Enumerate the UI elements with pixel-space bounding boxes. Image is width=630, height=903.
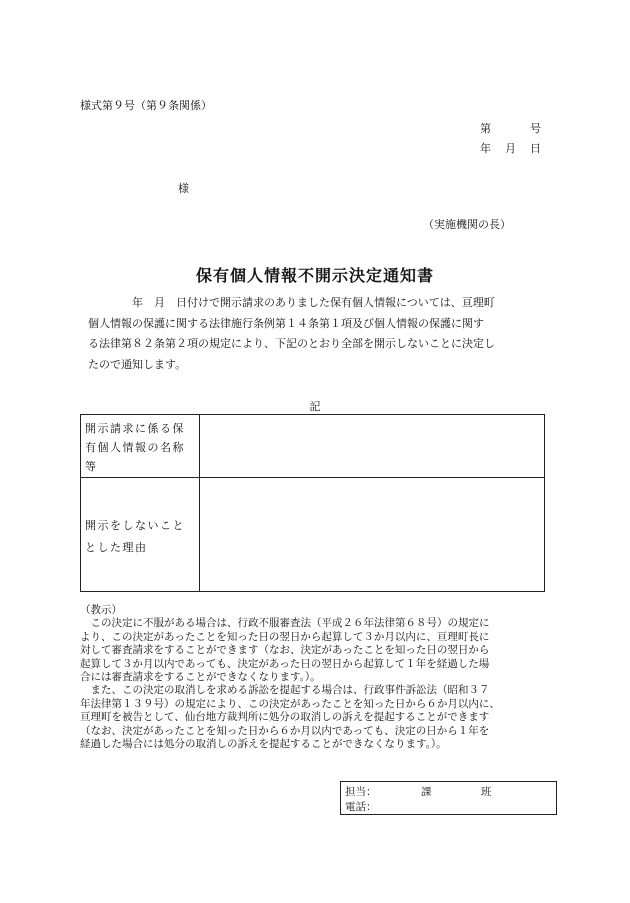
notice-line: また、この決定の取消しを求める訴訟を提起する場合は、行政事件訴訟法（昭和３７ xyxy=(80,684,490,697)
body-line: 年 月 日付けで開示請求のありました保有個人情報については、亘理町 xyxy=(88,296,495,309)
notice-line: より、この決定があったことを知った日の翌日から起算して３か月以内に、亘理町長に xyxy=(80,630,490,643)
table-column-divider xyxy=(199,415,200,591)
date-year: 年 xyxy=(480,142,491,155)
body-line: 個人情報の保護に関する法律施行条例第１４条第１項及び個人情報の保護に関す xyxy=(88,316,484,330)
notice-line: この決定に不服がある場合は、行政不服審査法（平成２６年法律第６８号）の規定に xyxy=(80,617,490,630)
reason-label: 開示をしないこととした理由 xyxy=(85,519,185,554)
body-line: たので通知します。 xyxy=(88,357,187,371)
number-suffix: 号 xyxy=(530,122,541,135)
team-label: 班 xyxy=(481,786,492,798)
contact-box xyxy=(340,781,557,815)
document-title: 保有個人情報不開示決定通知書 xyxy=(195,266,434,285)
addressee-suffix: 様 xyxy=(178,182,189,195)
body-paragraph xyxy=(88,293,552,375)
appeal-notice xyxy=(80,604,555,751)
date-day: 日 xyxy=(530,142,541,155)
notice-line: （教示） xyxy=(80,604,122,616)
notice-line: 起算して３か月以内であっても、決定があった日の翌日から起算して１年を経過した場 xyxy=(80,657,490,670)
info-table xyxy=(80,414,545,592)
body-line: る法律第８２条第２項の規定により、下記のとおり全部を開示しないことに決定し xyxy=(88,337,495,350)
notice-line: 合には審査請求をすることができなくなります。）。 xyxy=(80,671,321,684)
notice-line: （なお、決定があったことを知った日から６か月以内であっても、決定の日から１年を xyxy=(80,724,490,737)
person-label: 担当： xyxy=(345,786,377,798)
info-name-label: 開示請求に係る保有個人情報の名称等 xyxy=(85,422,185,473)
notice-line: 対して審査請求をすることができます（なお、決定があったことを知った日の翌日から xyxy=(80,644,490,657)
ki-heading: 記 xyxy=(309,400,321,413)
notice-line: 経過した場合には処分の取消しの訴えを提起することができなくなります。）。 xyxy=(80,738,447,751)
phone-label: 電話： xyxy=(345,801,377,813)
section-label: 課 xyxy=(421,786,432,798)
notice-line: 亘理町を被告として、仙台地方裁判所に処分の取消しの訴えを提起することができます xyxy=(80,711,490,724)
date-month: 月 xyxy=(505,142,516,155)
form-number: 様式第９号（第９条関係） xyxy=(80,99,212,112)
notice-line: 年法律第１３９号）の規定により、この決定があったことを知った日から６か月以内に、 xyxy=(80,697,500,710)
issuer-name: （実施機関の長） xyxy=(423,218,511,231)
number-prefix: 第 xyxy=(480,122,491,135)
